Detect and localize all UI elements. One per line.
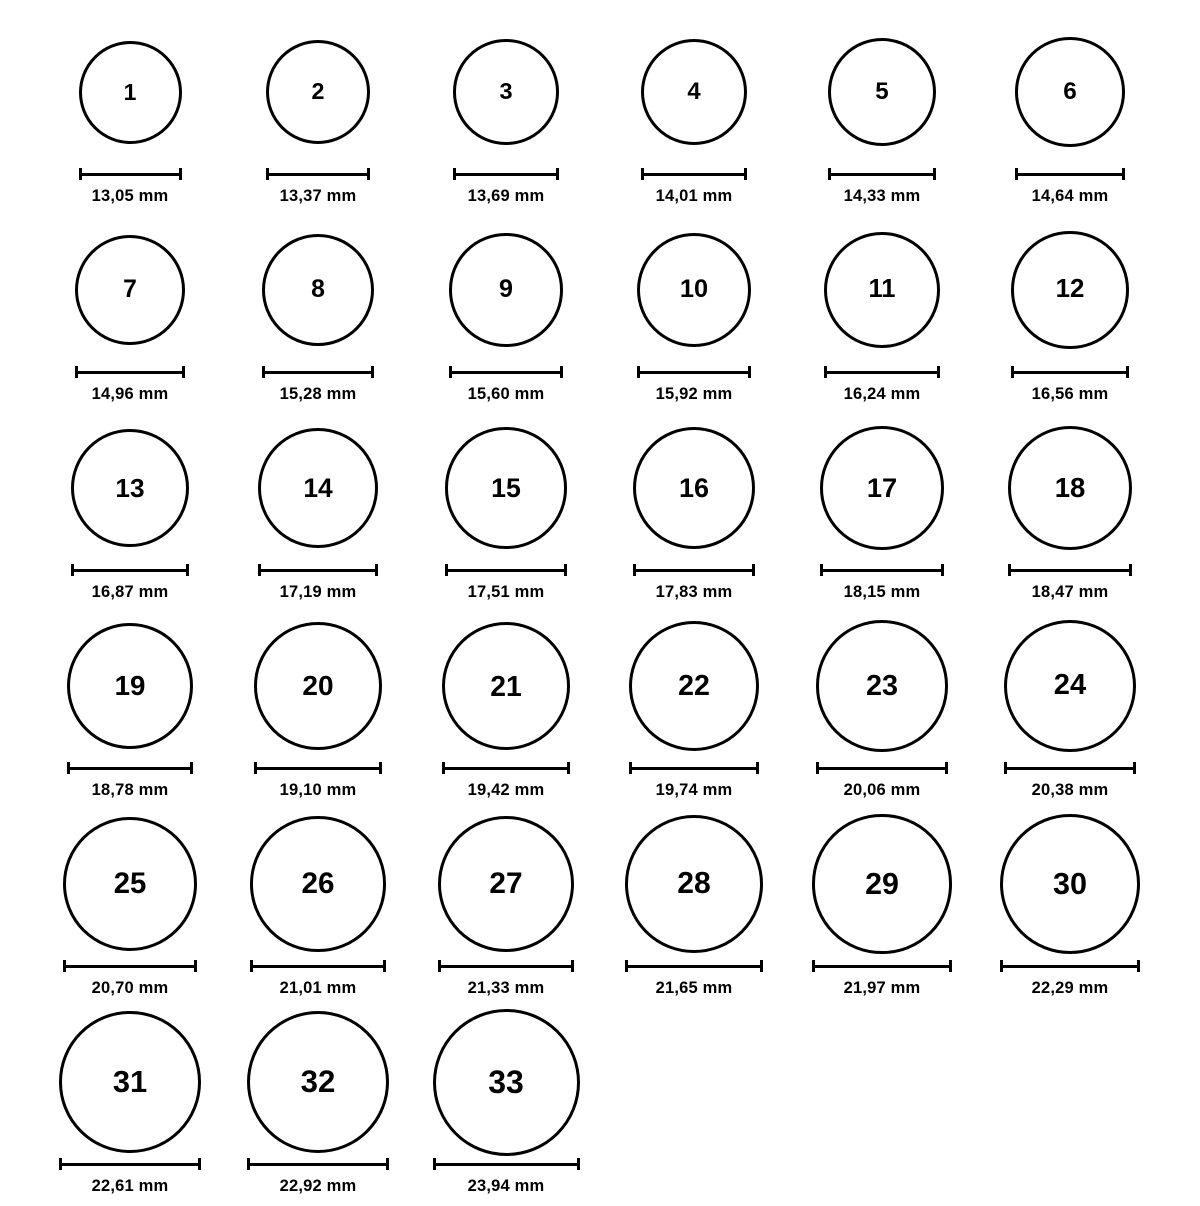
ring-circle-icon	[442, 622, 571, 751]
measure-end-cap-left-icon	[820, 564, 823, 576]
ring-size-cell	[600, 18, 788, 216]
measure-line-icon	[633, 569, 755, 572]
measure-line-icon	[820, 569, 944, 572]
measure-line-icon	[262, 371, 374, 374]
ring-size-number: 28	[677, 866, 711, 900]
ring-size-cell	[600, 216, 788, 414]
ring-size-number: 32	[300, 1064, 336, 1100]
ring-size-cell	[600, 810, 788, 1008]
measure-line-icon	[254, 767, 381, 770]
ring-circle-icon	[453, 39, 559, 145]
measure-line-icon	[250, 965, 385, 968]
measure-end-cap-right-icon	[560, 366, 563, 378]
measure-line-icon	[258, 569, 378, 572]
ring-size-cell	[224, 216, 412, 414]
diameter-mm-label: 14,64 mm	[1031, 187, 1109, 205]
ring-size-number: 20	[302, 670, 334, 701]
diameter-mm-label: 17,51 mm	[467, 583, 545, 601]
ring-circle-wrapper	[812, 810, 951, 958]
diameter-measure-bar	[59, 1158, 201, 1170]
measure-end-cap-left-icon	[59, 1158, 62, 1170]
ring-circle-wrapper	[453, 18, 559, 166]
ring-circle-icon	[258, 428, 378, 548]
diameter-measure-bar	[625, 960, 763, 972]
diameter-measure-bar	[262, 366, 374, 378]
measure-end-cap-right-icon	[1122, 168, 1125, 180]
diameter-measure-bar	[442, 762, 571, 774]
measure-end-cap-right-icon	[190, 762, 193, 774]
diameter-measure-bar	[254, 762, 381, 774]
diameter-measure-bar	[67, 762, 193, 774]
ring-circle-icon	[812, 814, 951, 953]
ring-size-number: 26	[301, 867, 335, 901]
ring-circle-icon	[75, 235, 186, 346]
measure-line-icon	[812, 965, 951, 968]
measure-line-icon	[637, 371, 752, 374]
measure-line-icon	[1000, 965, 1140, 968]
measure-end-cap-right-icon	[1129, 564, 1132, 576]
measure-end-cap-right-icon	[379, 762, 382, 774]
diameter-mm-label: 13,69 mm	[467, 187, 545, 205]
ring-size-cell	[412, 216, 600, 414]
measure-end-cap-left-icon	[71, 564, 74, 576]
diameter-mm-label: 21,33 mm	[467, 979, 545, 997]
measure-end-cap-right-icon	[194, 960, 197, 972]
ring-size-cell	[412, 18, 600, 216]
ring-size-number: 3	[499, 78, 513, 105]
diameter-measure-bar	[449, 366, 562, 378]
diameter-mm-label: 17,83 mm	[655, 583, 733, 601]
measure-line-icon	[828, 173, 936, 176]
ring-circle-icon	[828, 38, 936, 146]
ring-circle-icon	[262, 234, 374, 346]
ring-size-cell	[224, 1008, 412, 1206]
ring-circle-icon	[820, 426, 944, 550]
measure-end-cap-left-icon	[79, 168, 82, 180]
measure-end-cap-left-icon	[1008, 564, 1011, 576]
ring-size-number: 15	[491, 472, 521, 503]
ring-circle-wrapper	[442, 612, 571, 760]
diameter-mm-label: 16,24 mm	[843, 385, 921, 403]
ring-size-number: 33	[488, 1064, 524, 1100]
measure-end-cap-right-icon	[941, 564, 944, 576]
diameter-mm-label: 20,38 mm	[1031, 781, 1109, 799]
diameter-mm-label: 13,37 mm	[279, 187, 357, 205]
measure-end-cap-left-icon	[453, 168, 456, 180]
diameter-measure-bar	[824, 366, 940, 378]
measure-end-cap-right-icon	[748, 366, 751, 378]
measure-line-icon	[1008, 569, 1133, 572]
diameter-mm-label: 22,92 mm	[279, 1177, 357, 1195]
ring-circle-icon	[641, 39, 748, 146]
measure-end-cap-right-icon	[386, 1158, 389, 1170]
ring-size-number: 12	[1055, 275, 1085, 304]
ring-size-number: 17	[866, 472, 898, 504]
ring-circle-wrapper	[816, 612, 947, 760]
ring-size-number: 25	[113, 867, 147, 901]
ring-size-number: 19	[114, 670, 146, 702]
ring-circle-icon	[433, 1009, 580, 1156]
diameter-mm-label: 23,94 mm	[467, 1177, 545, 1195]
ring-size-number: 18	[1054, 472, 1086, 504]
ring-circle-icon	[79, 41, 182, 144]
measure-line-icon	[247, 1163, 390, 1166]
measure-end-cap-left-icon	[250, 960, 253, 972]
ring-size-cell	[976, 18, 1164, 216]
measure-end-cap-right-icon	[186, 564, 189, 576]
measure-end-cap-right-icon	[371, 366, 374, 378]
diameter-mm-label: 20,06 mm	[843, 781, 921, 799]
measure-end-cap-left-icon	[254, 762, 257, 774]
ring-circle-wrapper	[820, 414, 944, 562]
measure-end-cap-left-icon	[63, 960, 66, 972]
diameter-mm-label: 16,87 mm	[91, 583, 169, 601]
diameter-measure-bar	[1008, 564, 1133, 576]
ring-circle-icon	[254, 622, 381, 749]
ring-size-number: 13	[115, 472, 145, 503]
ring-circle-icon	[1015, 37, 1124, 146]
measure-line-icon	[641, 173, 748, 176]
measure-end-cap-left-icon	[67, 762, 70, 774]
measure-line-icon	[824, 371, 940, 374]
measure-end-cap-right-icon	[752, 564, 755, 576]
ring-size-cell	[788, 612, 976, 810]
measure-end-cap-right-icon	[756, 762, 759, 774]
ring-circle-icon	[449, 233, 562, 346]
ring-size-number: 9	[499, 275, 513, 304]
measure-end-cap-left-icon	[438, 960, 441, 972]
measure-line-icon	[438, 965, 574, 968]
diameter-mm-label: 20,70 mm	[91, 979, 169, 997]
measure-line-icon	[1015, 173, 1124, 176]
diameter-mm-label: 16,56 mm	[1031, 385, 1109, 403]
ring-size-cell	[976, 612, 1164, 810]
measure-end-cap-left-icon	[1011, 366, 1014, 378]
ring-circle-wrapper	[79, 18, 182, 166]
diameter-measure-bar	[258, 564, 378, 576]
diameter-mm-label: 18,15 mm	[843, 583, 921, 601]
diameter-mm-label: 19,42 mm	[467, 781, 545, 799]
diameter-measure-bar	[637, 366, 752, 378]
ring-circle-icon	[629, 621, 759, 751]
ring-size-cell	[412, 810, 600, 1008]
measure-end-cap-right-icon	[179, 168, 182, 180]
measure-end-cap-left-icon	[1015, 168, 1018, 180]
measure-end-cap-right-icon	[556, 168, 559, 180]
ring-circle-icon	[1000, 814, 1140, 954]
ring-circle-wrapper	[828, 18, 936, 166]
diameter-measure-bar	[641, 168, 748, 180]
measure-end-cap-left-icon	[629, 762, 632, 774]
ring-size-number: 23	[865, 669, 899, 702]
ring-size-number: 31	[112, 1063, 148, 1099]
measure-end-cap-left-icon	[812, 960, 815, 972]
ring-circle-wrapper	[1008, 414, 1133, 562]
ring-size-cell	[224, 414, 412, 612]
diameter-measure-bar	[816, 762, 947, 774]
ring-circle-wrapper	[1004, 612, 1137, 760]
ring-size-cell	[36, 1008, 224, 1206]
ring-circle-wrapper	[641, 18, 748, 166]
ring-size-cell	[36, 18, 224, 216]
ring-size-cell	[412, 1008, 600, 1206]
diameter-measure-bar	[75, 366, 186, 378]
measure-end-cap-right-icon	[571, 960, 574, 972]
diameter-mm-label: 15,60 mm	[467, 385, 545, 403]
ring-circle-wrapper	[1011, 216, 1128, 364]
measure-line-icon	[442, 767, 571, 770]
ring-circle-wrapper	[250, 810, 385, 958]
ring-size-cell	[976, 216, 1164, 414]
ring-circle-icon	[438, 816, 574, 952]
measure-line-icon	[75, 371, 186, 374]
measure-end-cap-left-icon	[266, 168, 269, 180]
diameter-mm-label: 21,97 mm	[843, 979, 921, 997]
ring-circle-icon	[625, 815, 763, 953]
diameter-measure-bar	[266, 168, 370, 180]
measure-end-cap-right-icon	[564, 564, 567, 576]
ring-size-number: 24	[1053, 669, 1087, 702]
diameter-measure-bar	[438, 960, 574, 972]
ring-circle-wrapper	[258, 414, 378, 562]
ring-size-number: 6	[1063, 77, 1077, 105]
ring-circle-wrapper	[438, 810, 574, 958]
ring-circle-wrapper	[254, 612, 381, 760]
ring-circle-icon	[633, 427, 755, 549]
ring-size-number: 7	[123, 275, 137, 303]
ring-size-cell	[976, 414, 1164, 612]
ring-size-cell	[224, 810, 412, 1008]
ring-size-number: 5	[875, 77, 889, 105]
measure-line-icon	[625, 965, 763, 968]
ring-circle-wrapper	[433, 1008, 580, 1156]
diameter-measure-bar	[1015, 168, 1124, 180]
measure-line-icon	[1004, 767, 1137, 770]
ring-circle-wrapper	[63, 810, 197, 958]
diameter-measure-bar	[433, 1158, 580, 1170]
ring-circle-wrapper	[266, 18, 370, 166]
ring-circle-wrapper	[247, 1008, 390, 1156]
measure-end-cap-left-icon	[637, 366, 640, 378]
measure-end-cap-right-icon	[937, 366, 940, 378]
ring-circle-icon	[266, 40, 370, 144]
measure-line-icon	[433, 1163, 580, 1166]
ring-circle-wrapper	[449, 216, 562, 364]
ring-circle-icon	[445, 427, 566, 548]
measure-line-icon	[63, 965, 197, 968]
diameter-measure-bar	[453, 168, 559, 180]
ring-size-cell	[788, 810, 976, 1008]
diameter-measure-bar	[71, 564, 189, 576]
ring-circle-icon	[637, 233, 752, 348]
ring-circle-wrapper	[1015, 18, 1124, 166]
measure-line-icon	[59, 1163, 201, 1166]
ring-size-cell	[600, 414, 788, 612]
ring-size-cell	[224, 612, 412, 810]
ring-size-cell	[412, 612, 600, 810]
measure-line-icon	[67, 767, 193, 770]
measure-end-cap-right-icon	[933, 168, 936, 180]
ring-circle-wrapper	[1000, 810, 1140, 958]
diameter-mm-label: 21,01 mm	[279, 979, 357, 997]
ring-size-number: 21	[490, 669, 522, 702]
diameter-measure-bar	[629, 762, 759, 774]
diameter-mm-label: 19,10 mm	[279, 781, 357, 799]
measure-end-cap-left-icon	[816, 762, 819, 774]
ring-size-cell	[788, 414, 976, 612]
ring-size-cell	[600, 612, 788, 810]
diameter-mm-label: 18,47 mm	[1031, 583, 1109, 601]
measure-end-cap-left-icon	[433, 1158, 436, 1170]
measure-end-cap-right-icon	[198, 1158, 201, 1170]
measure-end-cap-left-icon	[641, 168, 644, 180]
diameter-measure-bar	[79, 168, 182, 180]
ring-circle-wrapper	[75, 216, 186, 364]
measure-end-cap-left-icon	[1004, 762, 1007, 774]
measure-end-cap-left-icon	[258, 564, 261, 576]
ring-circle-wrapper	[71, 414, 189, 562]
diameter-mm-label: 14,33 mm	[843, 187, 921, 205]
diameter-measure-bar	[1011, 366, 1128, 378]
diameter-mm-label: 21,65 mm	[655, 979, 733, 997]
measure-line-icon	[266, 173, 370, 176]
measure-end-cap-right-icon	[383, 960, 386, 972]
ring-circle-icon	[59, 1011, 201, 1153]
diameter-measure-bar	[633, 564, 755, 576]
ring-circle-icon	[1008, 426, 1133, 551]
measure-end-cap-right-icon	[1137, 960, 1140, 972]
ring-circle-icon	[824, 232, 940, 348]
measure-line-icon	[71, 569, 189, 572]
measure-end-cap-right-icon	[182, 366, 185, 378]
measure-end-cap-right-icon	[567, 762, 570, 774]
ring-circle-wrapper	[625, 810, 763, 958]
diameter-measure-bar	[828, 168, 936, 180]
ring-size-number: 8	[311, 275, 325, 303]
ring-size-number: 1	[123, 78, 137, 105]
measure-line-icon	[629, 767, 759, 770]
ring-size-cell	[224, 18, 412, 216]
diameter-measure-bar	[1004, 762, 1137, 774]
measure-end-cap-left-icon	[828, 168, 831, 180]
diameter-measure-bar	[63, 960, 197, 972]
measure-end-cap-left-icon	[262, 366, 265, 378]
ring-size-cell	[36, 810, 224, 1008]
ring-circle-wrapper	[445, 414, 566, 562]
ring-size-cell	[36, 612, 224, 810]
measure-end-cap-right-icon	[577, 1158, 580, 1170]
measure-end-cap-left-icon	[247, 1158, 250, 1170]
ring-circle-icon	[71, 429, 189, 547]
ring-circle-icon	[67, 623, 193, 749]
ring-circle-wrapper	[59, 1008, 201, 1156]
ring-size-cell	[788, 216, 976, 414]
ring-circle-wrapper	[637, 216, 752, 364]
measure-end-cap-left-icon	[445, 564, 448, 576]
measure-end-cap-left-icon	[449, 366, 452, 378]
measure-end-cap-right-icon	[375, 564, 378, 576]
ring-size-number: 10	[679, 275, 709, 304]
ring-size-number: 16	[678, 472, 710, 503]
ring-size-grid	[0, 18, 1200, 1206]
measure-line-icon	[816, 767, 947, 770]
measure-end-cap-left-icon	[824, 366, 827, 378]
diameter-mm-label: 13,05 mm	[91, 187, 169, 205]
ring-circle-icon	[247, 1011, 390, 1154]
diameter-mm-label: 15,28 mm	[279, 385, 357, 403]
diameter-measure-bar	[445, 564, 566, 576]
ring-size-cell	[788, 18, 976, 216]
ring-size-number: 2	[311, 78, 325, 105]
ring-circle-wrapper	[824, 216, 940, 364]
ring-size-number: 29	[865, 866, 899, 901]
ring-size-number: 4	[687, 78, 701, 106]
ring-size-cell	[36, 216, 224, 414]
diameter-mm-label: 15,92 mm	[655, 385, 733, 403]
measure-line-icon	[449, 371, 562, 374]
diameter-mm-label: 14,96 mm	[91, 385, 169, 403]
diameter-mm-label: 17,19 mm	[279, 583, 357, 601]
ring-circle-icon	[1011, 231, 1128, 348]
ring-circle-icon	[1004, 620, 1137, 753]
measure-end-cap-left-icon	[1000, 960, 1003, 972]
measure-end-cap-left-icon	[75, 366, 78, 378]
diameter-measure-bar	[820, 564, 944, 576]
ring-circle-wrapper	[633, 414, 755, 562]
ring-size-number: 27	[489, 867, 523, 901]
measure-end-cap-left-icon	[633, 564, 636, 576]
diameter-mm-label: 14,01 mm	[655, 187, 733, 205]
measure-end-cap-left-icon	[442, 762, 445, 774]
ring-size-cell	[976, 810, 1164, 1008]
ring-circle-wrapper	[629, 612, 759, 760]
ring-size-number: 30	[1052, 866, 1087, 901]
ring-size-number: 14	[303, 472, 333, 503]
measure-end-cap-left-icon	[625, 960, 628, 972]
diameter-mm-label: 22,61 mm	[91, 1177, 169, 1195]
ring-circle-wrapper	[262, 216, 374, 364]
ring-circle-icon	[250, 816, 385, 951]
diameter-measure-bar	[812, 960, 951, 972]
diameter-measure-bar	[247, 1158, 390, 1170]
ring-size-number: 22	[678, 669, 710, 702]
ring-size-cell	[412, 414, 600, 612]
ring-circle-icon	[816, 620, 947, 751]
diameter-measure-bar	[1000, 960, 1140, 972]
measure-end-cap-right-icon	[760, 960, 763, 972]
measure-end-cap-right-icon	[949, 960, 952, 972]
ring-size-number: 11	[868, 275, 896, 304]
diameter-mm-label: 18,78 mm	[91, 781, 169, 799]
ring-circle-icon	[63, 817, 197, 951]
measure-end-cap-right-icon	[744, 168, 747, 180]
diameter-mm-label: 19,74 mm	[655, 781, 733, 799]
ring-size-cell	[36, 414, 224, 612]
diameter-mm-label: 22,29 mm	[1031, 979, 1109, 997]
measure-line-icon	[79, 173, 182, 176]
measure-end-cap-right-icon	[367, 168, 370, 180]
measure-end-cap-right-icon	[1126, 366, 1129, 378]
measure-end-cap-right-icon	[945, 762, 948, 774]
diameter-measure-bar	[250, 960, 385, 972]
measure-line-icon	[1011, 371, 1128, 374]
measure-line-icon	[445, 569, 566, 572]
ring-circle-wrapper	[67, 612, 193, 760]
measure-line-icon	[453, 173, 559, 176]
measure-end-cap-right-icon	[1133, 762, 1136, 774]
